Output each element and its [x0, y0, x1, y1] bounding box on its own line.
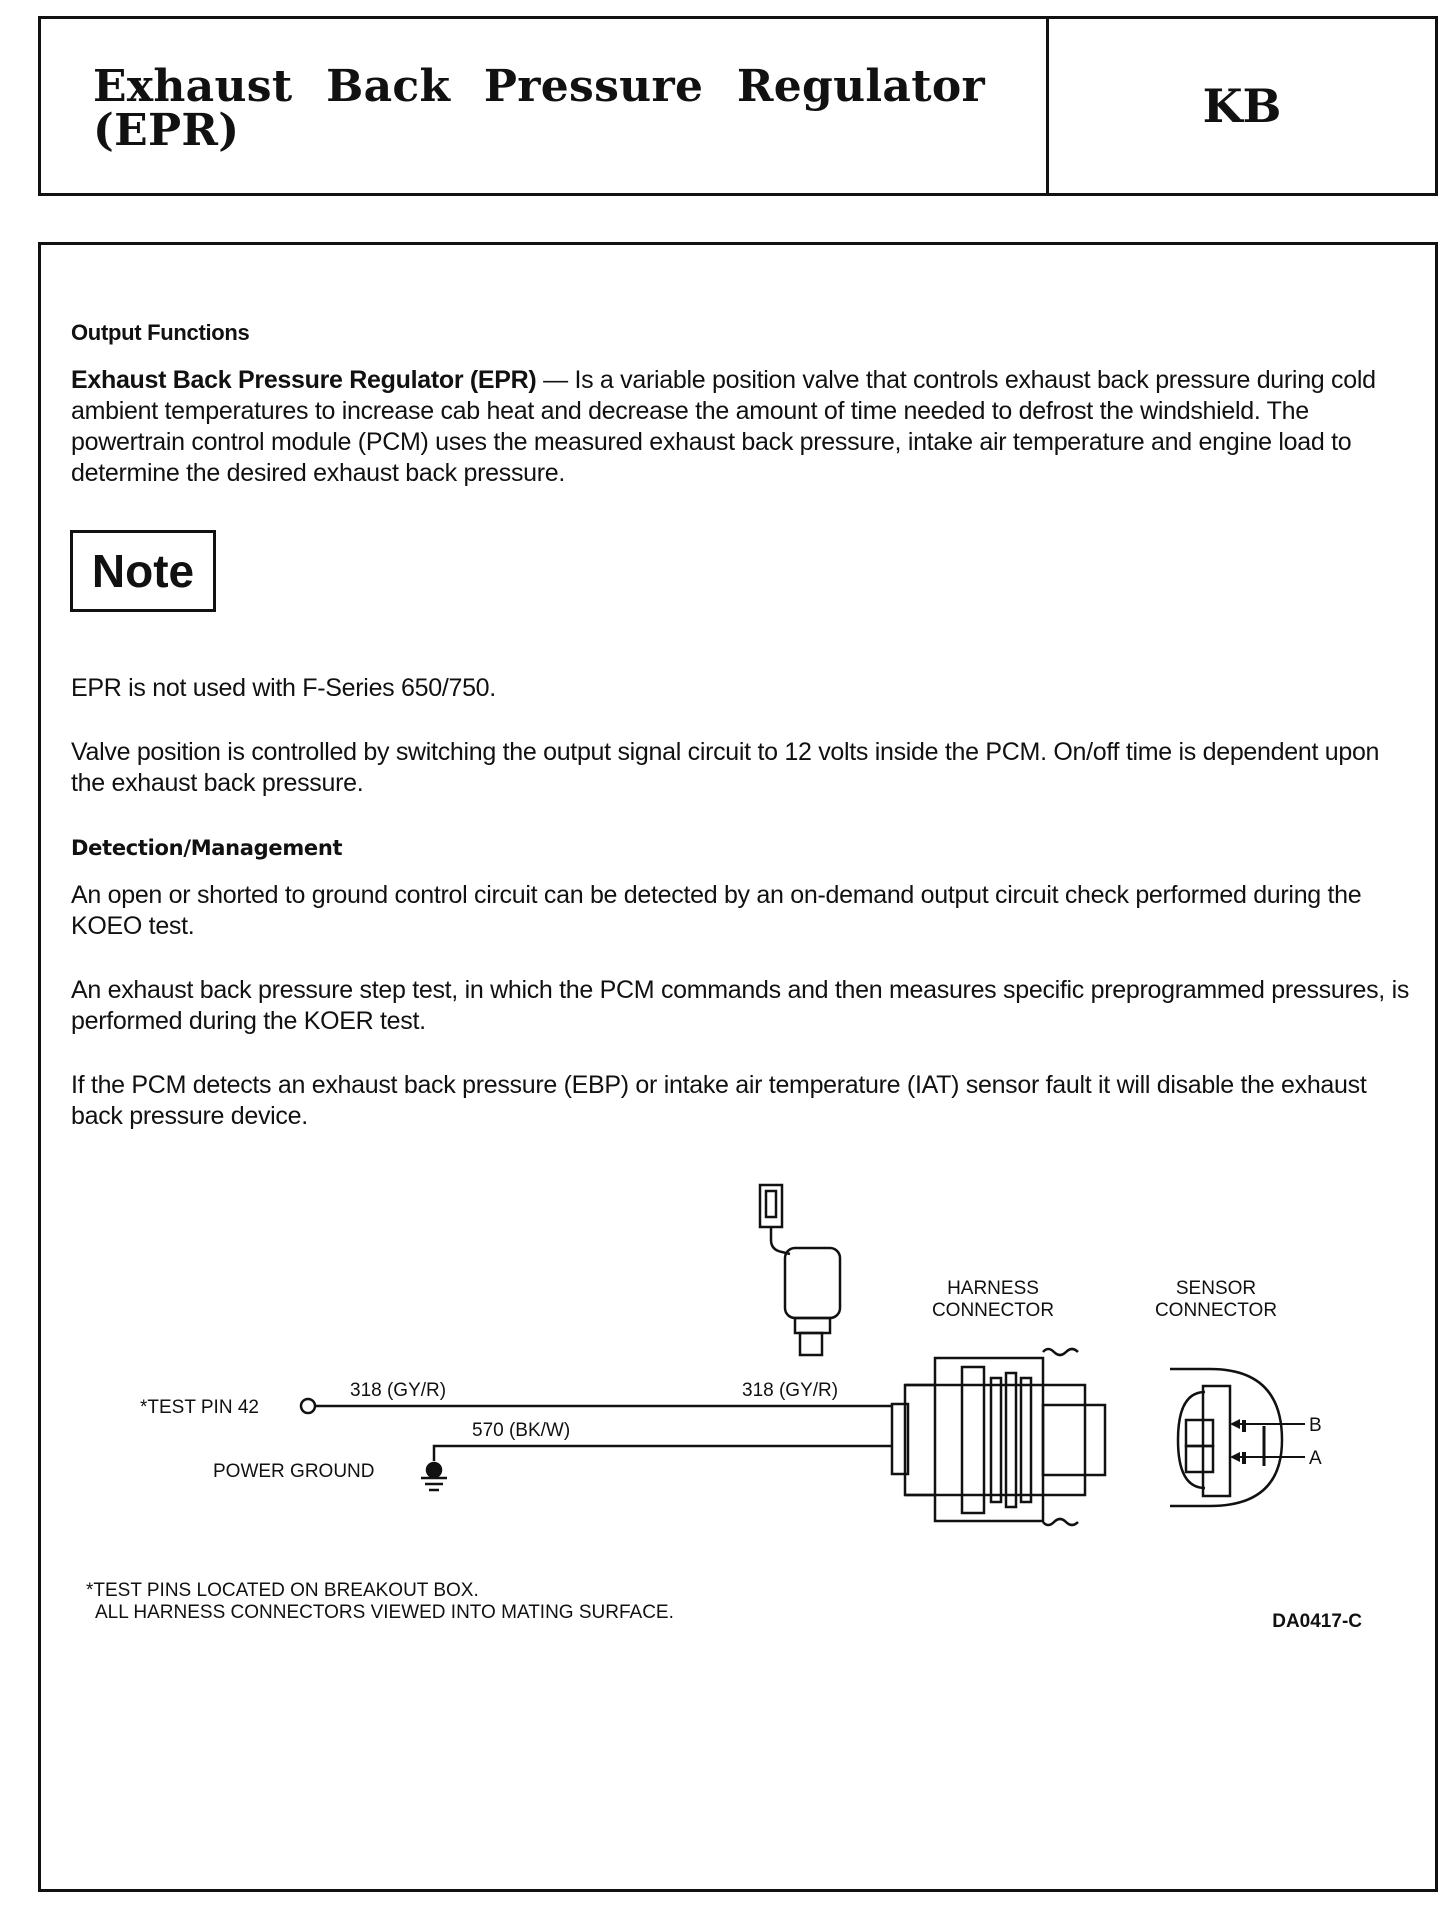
- wire-318-gy-r: [301, 1399, 892, 1413]
- power-ground-icon: [421, 1463, 447, 1490]
- pin-a-label: A: [1309, 1448, 1322, 1469]
- pin-b-label: B: [1309, 1415, 1322, 1436]
- wire-570-bk-w: [434, 1446, 892, 1461]
- harness-connector-label-2: CONNECTOR: [931, 1300, 1055, 1321]
- harness-connector-icon: [892, 1349, 1105, 1525]
- footnote-1: *TEST PINS LOCATED ON BREAKOUT BOX.: [86, 1580, 479, 1601]
- figure-id: DA0417-C: [1272, 1611, 1362, 1632]
- sensor-connector-label-1: SENSOR: [1175, 1278, 1257, 1299]
- detection-p1: An open or shorted to ground control circuit can be detected by an on-demand output circuit check performed during the KOEO test.: [71, 881, 1362, 940]
- test-pin-label: *TEST PIN 42: [140, 1397, 259, 1418]
- valve-text: Valve position is controlled by switching the output signal circuit to 12 volts inside the PCM. On/off time is dependent upon the exhaust back pressure.: [71, 738, 1380, 797]
- harness-connector-label-1: HARNESS: [947, 1278, 1039, 1299]
- power-ground-label: POWER GROUND: [213, 1461, 375, 1482]
- detection-heading: Detection/Management: [71, 836, 343, 860]
- output-functions-heading: Output Functions: [71, 320, 250, 345]
- wire-label-ground: 570 (BK/W): [472, 1420, 571, 1441]
- page-title: Exhaust Back Pressure Regulator (EPR): [93, 61, 985, 156]
- wire-label-left: 318 (GY/R): [350, 1380, 447, 1401]
- footnote-2: ALL HARNESS CONNECTORS VIEWED INTO MATING SURFACE.: [95, 1602, 674, 1623]
- epr-solenoid-icon: [760, 1185, 840, 1355]
- section-code: KB: [1202, 79, 1282, 133]
- epr-description: — Is a variable position valve that controls exhaust back pressure during cold ambient temperatures to increase cab heat and decrease the amount of time needed to defrost the windshield. The powertrain control module (PCM) uses the measured exhaust back pressure, intake air temperature and engine load to determine the desired exhaust back pressure.: [71, 366, 1376, 487]
- epr-term: Exhaust Back Pressure Regulator (EPR): [71, 366, 537, 394]
- note-text: EPR is not used with F-Series 650/750.: [71, 674, 496, 702]
- note-box: Note: [70, 530, 216, 612]
- sensor-connector-icon: [1170, 1369, 1305, 1506]
- pin-b-arrow-icon: [1230, 1419, 1240, 1429]
- detection-p2: An exhaust back pressure step test, in which the PCM commands and then measures specific preprogrammed pressures, is performed during the KOER test.: [71, 976, 1410, 1035]
- wire-label-right: 318 (GY/R): [742, 1380, 839, 1401]
- detection-p3: If the PCM detects an exhaust back pressure (EBP) or intake air temperature (IAT) sensor fault it will disable the exhaust back pressure device.: [71, 1071, 1367, 1130]
- sensor-connector-label-2: CONNECTOR: [1154, 1300, 1278, 1321]
- pin-a-arrow-icon: [1230, 1452, 1240, 1462]
